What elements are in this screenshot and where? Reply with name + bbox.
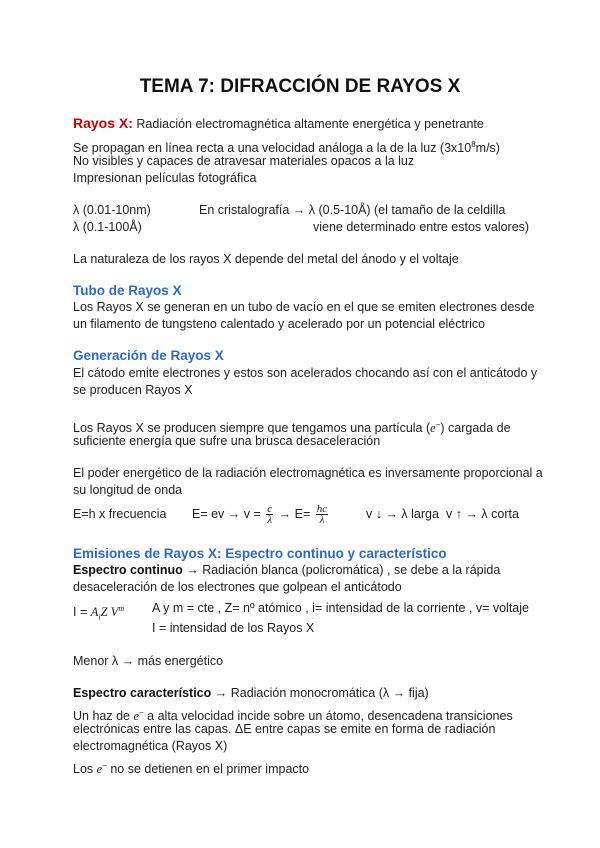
energy-line2: su longitud de onda xyxy=(73,483,183,497)
intensity-lhs: I = xyxy=(73,605,91,620)
generacion-heading: Generación de Rayos X xyxy=(73,348,224,363)
wavelength-note-line2: viene determinado entre estos valores) xyxy=(313,220,530,234)
electron-charge: − xyxy=(435,420,441,429)
emisiones-heading: Emisiones de Rayos X: Espectro continuo y característico xyxy=(73,546,447,561)
menor-lambda-line: Menor λ → más energético xyxy=(73,654,224,668)
rayos-x-label: Rayos X: xyxy=(73,115,133,131)
wavelength-range-angstrom: λ (0.1-100Å) xyxy=(73,220,142,234)
haz-text-a: Un haz de xyxy=(73,709,134,724)
fraction1-denominator: λ xyxy=(267,514,273,527)
wavelength-note-line1: (el tamaño de la celdilla xyxy=(374,203,506,217)
propagation-text: Se propagan en línea recta a una velocidad análoga a la de la luz (3x10 xyxy=(73,141,472,156)
continuo-text: → Radiación blanca (policromática) , se debe a la rápida xyxy=(186,563,501,577)
tubo-line2: un filamento de tungsteno calentado y acelerado por un potencial eléctrico xyxy=(73,317,486,331)
particle-line2: suficiente energía que sufre una brusca desaceleración xyxy=(73,434,381,448)
fraction2-denominator: λ xyxy=(319,514,325,527)
electron-charge-2: − xyxy=(139,708,144,717)
continuo-line2: desaceleración de los electrones que golpean el anticátodo xyxy=(73,580,402,594)
intro-definition-line xyxy=(73,115,484,133)
generacion-line1: El cátodo emite electrones y estos son acelerados chocando así con el anticátodo y xyxy=(73,366,538,380)
wavelength-range-nm: λ (0.01-10nm) xyxy=(73,203,151,217)
continuo-label: Espectro continuo xyxy=(73,563,183,577)
fraction1-numerator: c xyxy=(267,503,273,516)
electrons-not-stopped-line xyxy=(73,757,309,778)
intensity-formula xyxy=(73,600,124,626)
caracteristico-body-line2: electrónicas entre las capas. ΔE entre capas se emite en forma de radiación xyxy=(73,722,496,736)
tubo-heading: Tubo de Rayos X xyxy=(73,283,182,298)
electron-charge-3: − xyxy=(102,761,107,770)
formula-e-ev-text: E= ev → v = xyxy=(192,507,261,521)
page-title: TEMA 7: DIFRACCIÓN DE RAYOS X xyxy=(139,76,461,97)
formula-v-up: v ↑ → λ corta xyxy=(446,507,519,521)
intensity-exponent: m xyxy=(118,604,125,613)
intensity-ZV: Z V xyxy=(100,605,119,620)
fraction2-numerator: hc xyxy=(316,503,328,516)
generacion-line2: se producen Rayos X xyxy=(73,383,193,397)
last-text-a: Los xyxy=(73,762,97,777)
intro-visibility-line: No visibles y capaces de atravesar materiales opacos a la luz xyxy=(73,154,415,168)
propagation-exponent: 8 xyxy=(471,140,476,149)
haz-text-b: a alta velocidad incide sobre un átomo, desencadena transiciones xyxy=(143,709,513,724)
caracteristico-line xyxy=(73,685,429,702)
intensity-description-2: I = intensidad de los Rayos X xyxy=(152,621,315,635)
electron-symbol: e xyxy=(430,421,436,436)
continuo-line1 xyxy=(73,562,500,579)
particle-text-b: ) cargada de xyxy=(440,421,511,436)
fraction-hc-over-lambda xyxy=(316,504,328,525)
nature-statement: La naturaleza de los rayos X depende del metal del ánodo y el voltaje xyxy=(73,252,459,266)
energy-line1: El poder energético de la radiación electromagnética es inversamente proporcional a xyxy=(73,466,543,480)
last-text-b: no se detienen en el primer impacto xyxy=(106,762,310,777)
caracteristico-body-line3: electromagnética (Rayos X) xyxy=(73,739,228,753)
caracteristico-label: Espectro característico xyxy=(73,686,212,700)
intensity-A: A xyxy=(90,605,99,620)
rayos-x-definition: Radiación electromagnética altamente energética y penetrante xyxy=(136,117,484,131)
wavelength-crystallography: En cristalografía → λ (0.5-10Å) xyxy=(199,203,371,217)
formula-v-down: v ↓ → λ larga xyxy=(366,507,439,521)
formula-arrow-e: → E= xyxy=(278,507,311,521)
formula-e-hf: E=h x frecuencia xyxy=(73,507,167,521)
electron-symbol-2: e xyxy=(133,709,140,724)
intro-photo-line: Impresionan películas fotográfica xyxy=(73,171,257,185)
caracteristico-text: → Radiación monocromática (λ → fija) xyxy=(214,686,429,700)
fraction-c-over-lambda xyxy=(266,504,273,525)
intensity-subscript: i xyxy=(98,612,101,622)
propagation-unit: m/s) xyxy=(475,141,500,156)
particle-text-a: Los Rayos X se producen siempre que tengamos una partícula ( xyxy=(73,421,431,436)
electron-symbol-3: e xyxy=(96,762,103,777)
intensity-description: A y m = cte , Z= nº atómico , i= intensidad de la corriente , v= voltaje xyxy=(152,601,529,615)
formula-e-ev xyxy=(192,500,330,528)
tubo-line1: Los Rayos X se generan en un tubo de vacío en el que se emiten electrones desde xyxy=(73,300,535,314)
